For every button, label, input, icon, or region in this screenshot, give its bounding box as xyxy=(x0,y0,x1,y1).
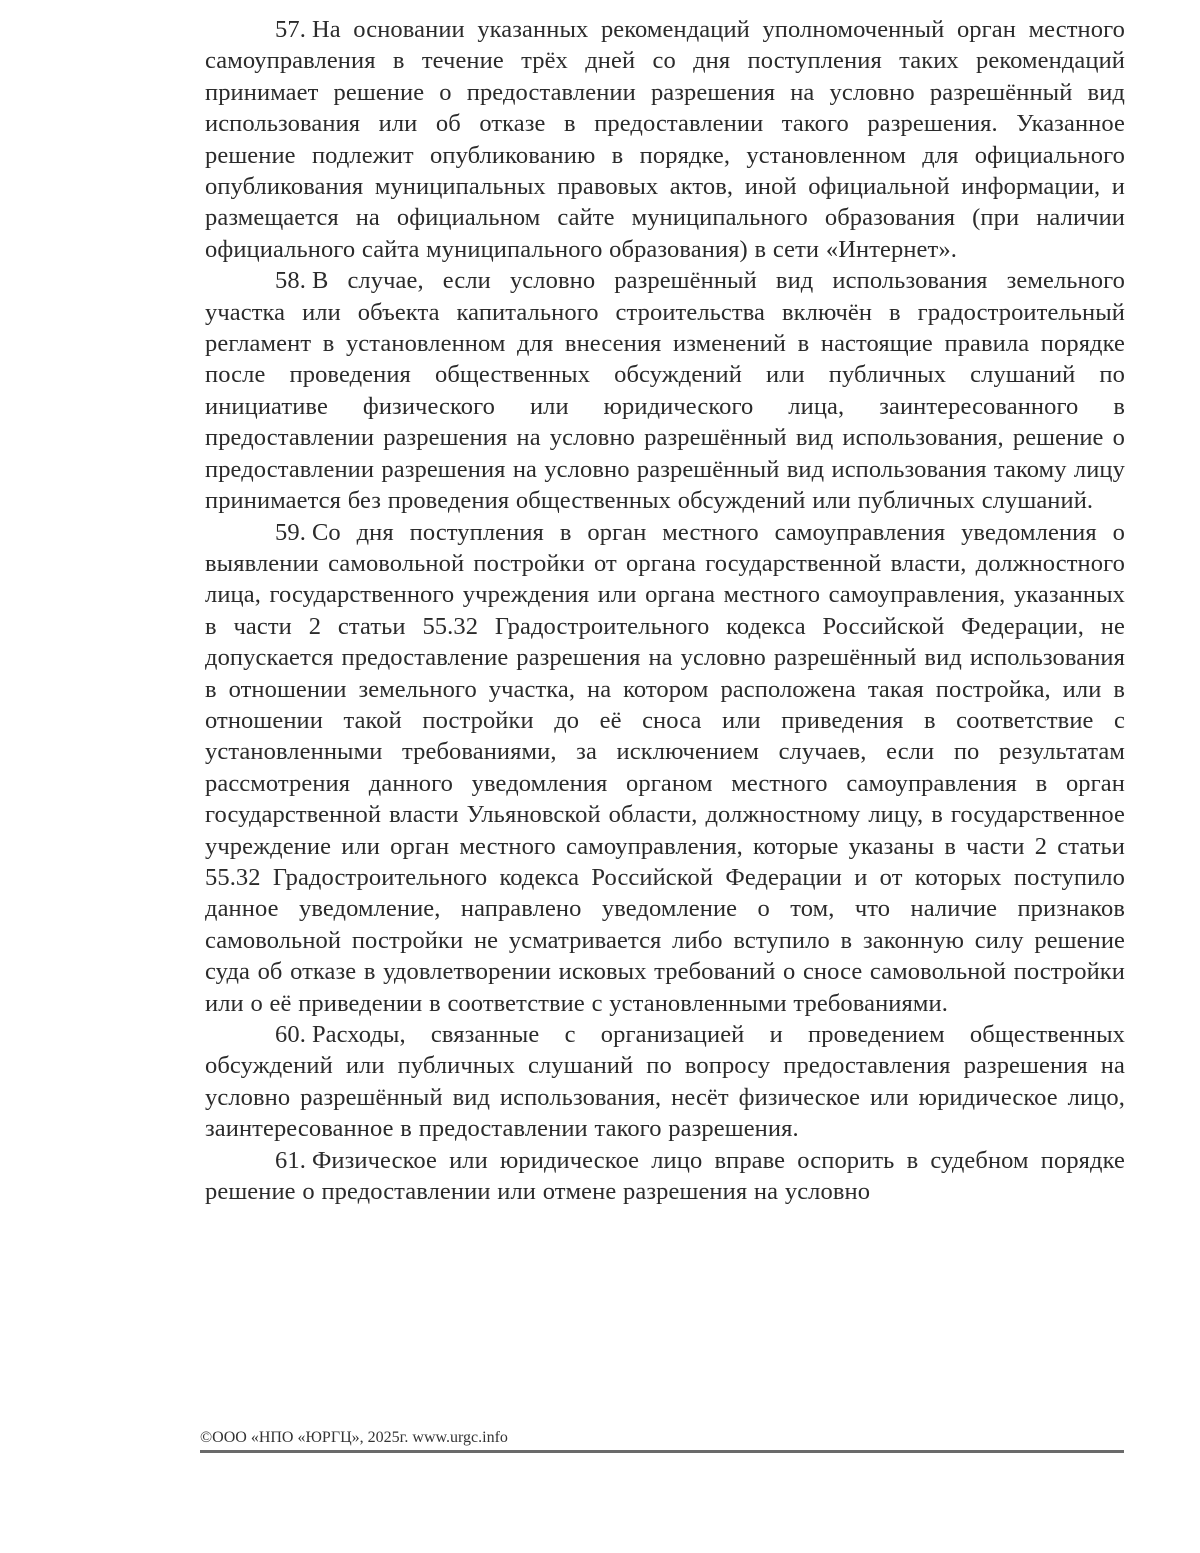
paragraph-text: Физическое или юридическое лицо вправе оспорить в судебном порядке решение о предоставлении или отмене разрешения на условно xyxy=(205,1146,1125,1206)
document-body xyxy=(205,14,1125,1207)
paragraph-number: 58. xyxy=(275,267,306,295)
paragraph-text: В случае, если условно разрешённый вид использования земельного участка или объекта капитального строительства включён в градостроительный регламент в установленном для внесения изменений в настоящие правила порядке после проведения общественных обсуждений или публичных слушаний по инициативе физического или юридического лица, заинтересованного в предоставлении разрешения на условно разрешённый вид использования, решение о предоставлении разрешения на условно разрешённый вид использования такому лицу принимается без проведения общественных обсуждений или публичных слушаний. xyxy=(205,267,1125,515)
paragraph-text: На основании указанных рекомендаций уполномоченный орган местного самоуправления в течение трёх дней со дня поступления таких рекомендаций принимает решение о предоставлении разрешения на условно разрешённый вид использования или об отказе в предоставлении такого разрешения. Указанное решение подлежит опубликованию в порядке, установленном для официального опубликования муниципальных правовых актов, иной официальной информации, и размещается на официальном сайте муниципального образования (при наличии официального сайта муниципального образования) в сети «Интернет». xyxy=(205,16,1125,263)
footer-copyright: ©ООО «НПО «ЮРГЦ», 2025г. www.urgc.info xyxy=(200,1429,508,1446)
page-footer xyxy=(200,1428,1124,1453)
paragraph-text: Со дня поступления в орган местного самоуправления уведомления о выявлении самовольной постройки от органа государственной власти, должностного лица, государственного учреждения или органа местного самоуправления, указанных в части 2 статьи 55.32 Градостроительного кодекса Российской Федерации, не допускается предоставление разрешения на условно разрешённый вид использования в отношении земельного участка, на котором расположена такая постройка, или в отношении такой постройки до её сноса или приведения в соответствие с установленными требованиями, за исключением случаев, если по результатам рассмотрения данного уведомления органом местного самоуправления в орган государственной власти Ульяновской области, должностному лицу, в государственное учреждение или орган местного самоуправления, которые указаны в части 2 статьи 55.32 Градостроительного кодекса Российской Федерации и от которых поступило данное уведомление, направлено уведомление о том, что наличие признаков самовольной постройки не усматривается либо вступило в законную силу решение суда об отказе в удовлетворении исковых требований о сносе самовольной постройки или о её приведении в соответствие с установленными требованиями. xyxy=(205,518,1125,1017)
paragraph-58 xyxy=(205,265,1125,516)
paragraph-number: 57. xyxy=(275,16,306,43)
paragraph-57 xyxy=(205,14,1125,265)
paragraph-60 xyxy=(205,1019,1125,1145)
paragraph-number: 61. xyxy=(275,1146,306,1174)
paragraph-59 xyxy=(205,517,1125,1020)
footer-divider xyxy=(200,1450,1124,1453)
paragraph-number: 60. xyxy=(275,1021,306,1048)
paragraph-number: 59. xyxy=(275,518,306,546)
paragraph-text: Расходы, связанные с организацией и проведением общественных обсуждений или публичных слушаний по вопросу предоставления разрешения на условно разрешённый вид использования, несёт физическое или юридическое лицо, заинтересованное в предоставлении такого разрешения. xyxy=(205,1021,1125,1143)
paragraph-61 xyxy=(205,1145,1125,1208)
